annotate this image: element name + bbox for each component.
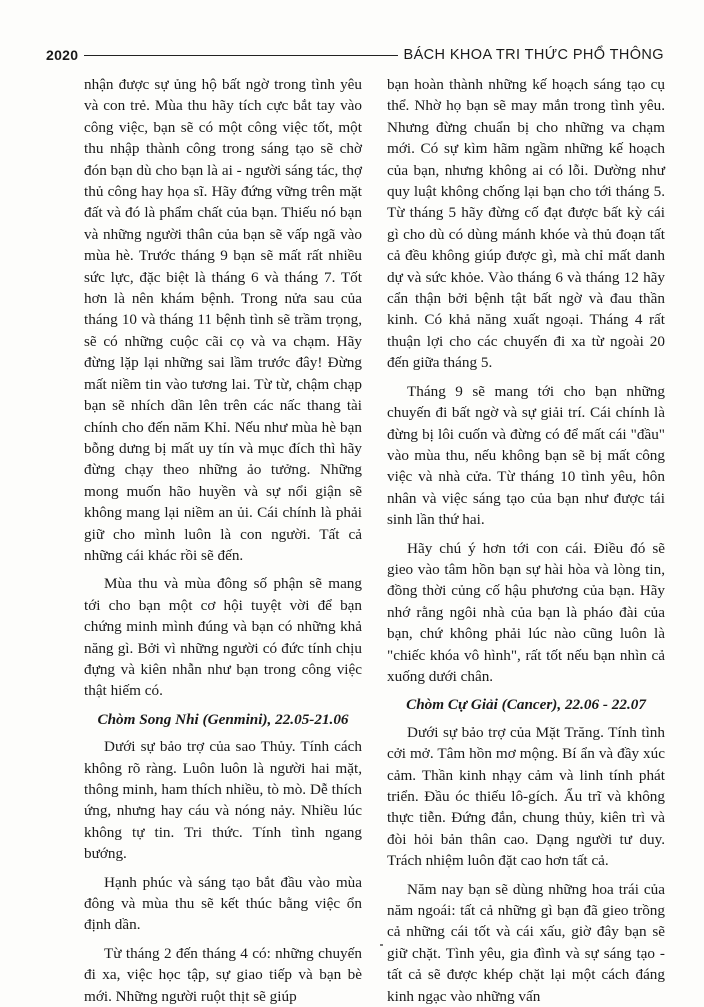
- left-column: [84, 74, 362, 1005]
- paragraph: Dưới sự bảo trợ của Mặt Trăng. Tính tình cởi mở. Tâm hồn mơ mộng. Bí ẩn và đầy xúc cảm. Thần kinh nhạy cảm và linh tính phát triển. Đầu óc thiếu lô-gích. Ẩu trĩ và không thực tiễn. Đứng đắn, chung thủy, kiên trì và đòi hỏi bản thân cao. Dạng người tư duy. Trách nhiệm luôn đặt cao hơn tất cả.: [387, 723, 665, 870]
- page-mark: [380, 944, 383, 946]
- running-title: BÁCH KHOA TRI THỨC PHỔ THÔNG: [403, 47, 664, 63]
- text-columns: [84, 74, 665, 1005]
- paragraph: Từ tháng 2 đến tháng 4 có: những chuyến đi xa, việc học tập, sự giao tiếp và bạn bè mới. Những người ruột thịt sẽ giúp: [84, 944, 362, 1005]
- right-column: [387, 74, 665, 1005]
- paragraph: Dưới sự bảo trợ của sao Thủy. Tính cách không rõ ràng. Luôn luôn là người hai mặt, thông minh, ham thích nhiều, tò mò. Dễ thích ứng, nhưng hay cáu và nóng nảy. Nhiều lúc không tự tin. Tri thức. Tính tình ngang bướng.: [84, 738, 362, 863]
- paragraph: Hãy chú ý hơn tới con cái. Điều đó sẽ gieo vào tâm hồn bạn sự hài hòa và lòng tin, đồng thời củng cố hậu phương của bạn. Hãy nhớ rằng ngôi nhà của bạn là pháo đài của bạn, chứ không phải lúc nào cũng luôn là "chiếc khóa vô hình", rất tốt nếu bạn nhìn cả xuống dưới chân.: [387, 539, 665, 685]
- section-heading: Chòm Cự Giải (Cancer), 22.06 - 22.07: [406, 696, 646, 714]
- paragraph: Năm nay bạn sẽ dùng những hoa trái của năm ngoái: tất cả những gì bạn đã gieo trồng cả những cái tốt và cái xấu, giờ đây bạn sẽ giữ chặt. Tình yêu, gia đình và sự sáng tạo - tất cả sẽ được khép chặt lại một cách đáng kinh ngạc vào những vấn: [387, 880, 665, 1005]
- paragraph: Hạnh phúc và sáng tạo bắt đầu vào mùa đông và mùa thu sẽ kết thúc bằng việc ổn định dần.: [84, 873, 362, 934]
- paragraph: Mùa thu và mùa đông số phận sẽ mang tới cho bạn một cơ hội tuyệt vời để bạn chứng minh mình đúng và bạn có những khả năng gì. Bởi vì những người có đức tính chịu đựng và kiên nhẫn như bạn trong công việc thật hiếm có.: [84, 575, 362, 700]
- paragraph: Tháng 9 sẽ mang tới cho bạn những chuyến đi bất ngờ và sự giải trí. Cái chính là đừng bị lôi cuốn và đừng có để mất cái "đầu" vào mùa thu, nếu không bạn sẽ bị mất công việc và nhà cửa. Từ tháng 10 tình yêu, hôn nhân và việc sáng tạo của bạn như được tái sinh lần thứ hai.: [387, 382, 665, 529]
- page-header: [46, 44, 664, 66]
- paragraph: bạn hoàn thành những kế hoạch sáng tạo cụ thể. Nhờ họ bạn sẽ may mắn trong tình yêu. Nhưng đừng chuẩn bị cho những va chạm mới. Có sự kìm hãm ngầm những kế hoạch của bạn, nhưng không ai có lỗi. Dường như quy luật không chống lại bạn cho tới tháng 5. Từ tháng 5 hãy đừng cố đạt được bất kỳ cái gì cho dù có dùng mánh khóe và thủ đoạn tất cả đều không giúp được gì, mà chỉ mất danh dự và sức khỏe. Vào tháng 6 và tháng 12 hãy cẩn thận bởi bệnh tật bất ngờ và đau thần kinh. Có khả năng xuất ngoại. Tháng 4 rất thuận lợi cho các chuyến đi xa từ ngoài 20 đến giữa tháng 5.: [387, 76, 665, 372]
- section-heading: Chòm Song Nhi (Genmini), 22.05-21.06: [97, 710, 349, 728]
- header-rule: [84, 55, 397, 56]
- page-number: 2020: [46, 47, 79, 63]
- paragraph: nhận được sự ủng hộ bất ngờ trong tình yêu và con trẻ. Mùa thu hãy tích cực bắt tay vào công việc, bạn sẽ có một công việc tốt, một thu nhập thành công trong sáng tạo sẽ chờ đón bạn dù cho bạn là ai - người sáng tác, thợ thủ công hay họa sĩ. Hãy đứng vững trên mặt đất và đó là phẩm chất của bạn. Thiếu nó bạn và những người thân của bạn sẽ vấp ngã vào mùa hè. Trước tháng 9 bạn sẽ mất rất nhiều sức lực, đặc biệt là tháng 6 và tháng 7. Tốt hơn là nên khám bệnh. Trong nửa sau của tháng 10 và tháng 11 bệnh tình sẽ trầm trọng, sẽ có những cuộc cãi cọ và va chạm. Hãy đừng lặp lại những sai lầm trước đây! Đừng mất niềm tin vào tương lai. Từ từ, chậm chạp bạn sẽ nhích dần lên trên các nấc thang tài chính cho đến năm Khỉ. Nếu như mùa hè bạn bỗng dưng bị mất uy tín và mục đích thì hãy đừng chạy theo những ảo tưởng. Những mong muốn hão huyền và sự nổi giận sẽ không mang lại niềm an ủi. Cái chính là phải giữ cho mình luôn là con người. Tất cả những cái khác rồi sẽ đến.: [84, 76, 362, 564]
